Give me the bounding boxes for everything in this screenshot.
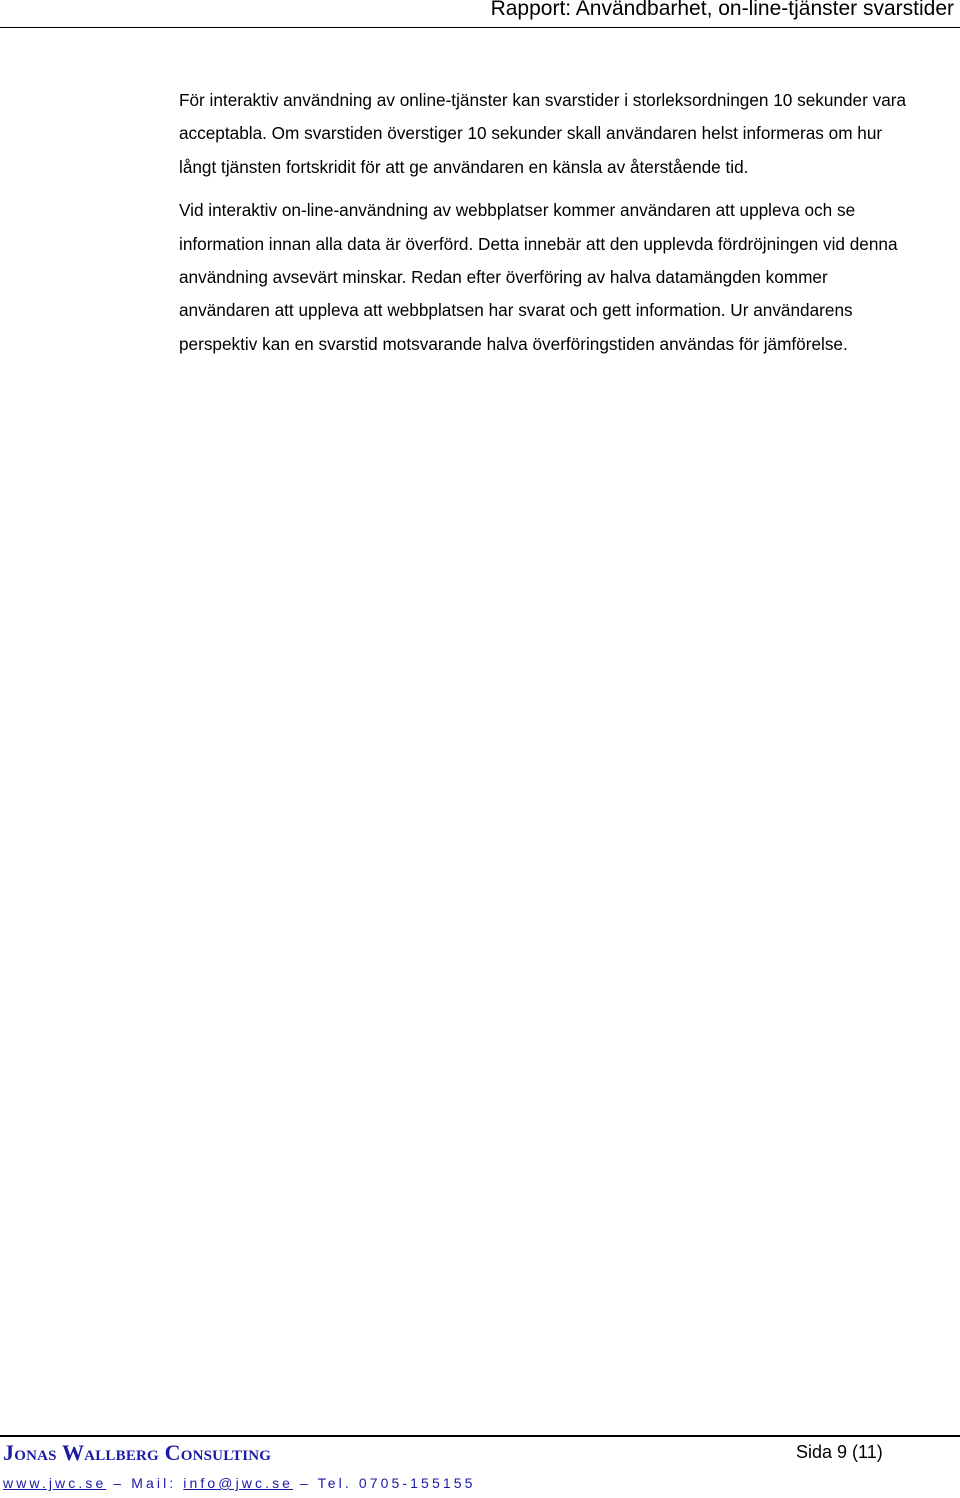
- mail-label: – Mail:: [106, 1475, 184, 1491]
- header-divider: [0, 27, 960, 28]
- tel-label: – Tel.: [293, 1475, 359, 1491]
- footer-divider: [0, 1435, 960, 1437]
- phone-number: 0705-155155: [358, 1475, 476, 1491]
- document-body: [179, 84, 919, 371]
- email-link[interactable]: info@jwc.se: [183, 1475, 294, 1491]
- paragraph-web-usage: Vid interaktiv on-line-användning av webbplatser kommer användaren att uppleva och se information innan alla data är överförd. Detta innebär att den upplevda fördröjningen vid denna användning avsevärt minskar. Redan efter överföring av halva datamängden kommer användaren att uppleva att webbplatsen har svarat och gett information. Ur användarens perspektiv kan en svarstid motsvarande halva överföringstiden användas för jämförelse.: [179, 200, 898, 354]
- website-link[interactable]: www.jwc.se: [3, 1475, 107, 1491]
- page-number: Sida 9 (11): [796, 1442, 883, 1462]
- contact-info: [3, 1475, 475, 1491]
- paragraph-response-times: För interaktiv användning av online-tjänster kan svarstider i storleksordningen 10 sekunder vara acceptabla. Om svarstiden överstiger 10 sekunder skall användaren helst informeras om hur långt tjänsten fortskridit för att ge användaren en känsla av återstående tid.: [179, 90, 907, 177]
- document-header-title: Rapport: Användbarhet, on-line-tjänster svarstider: [490, 0, 954, 20]
- company-name: Jonas Wallberg Consulting: [3, 1440, 272, 1465]
